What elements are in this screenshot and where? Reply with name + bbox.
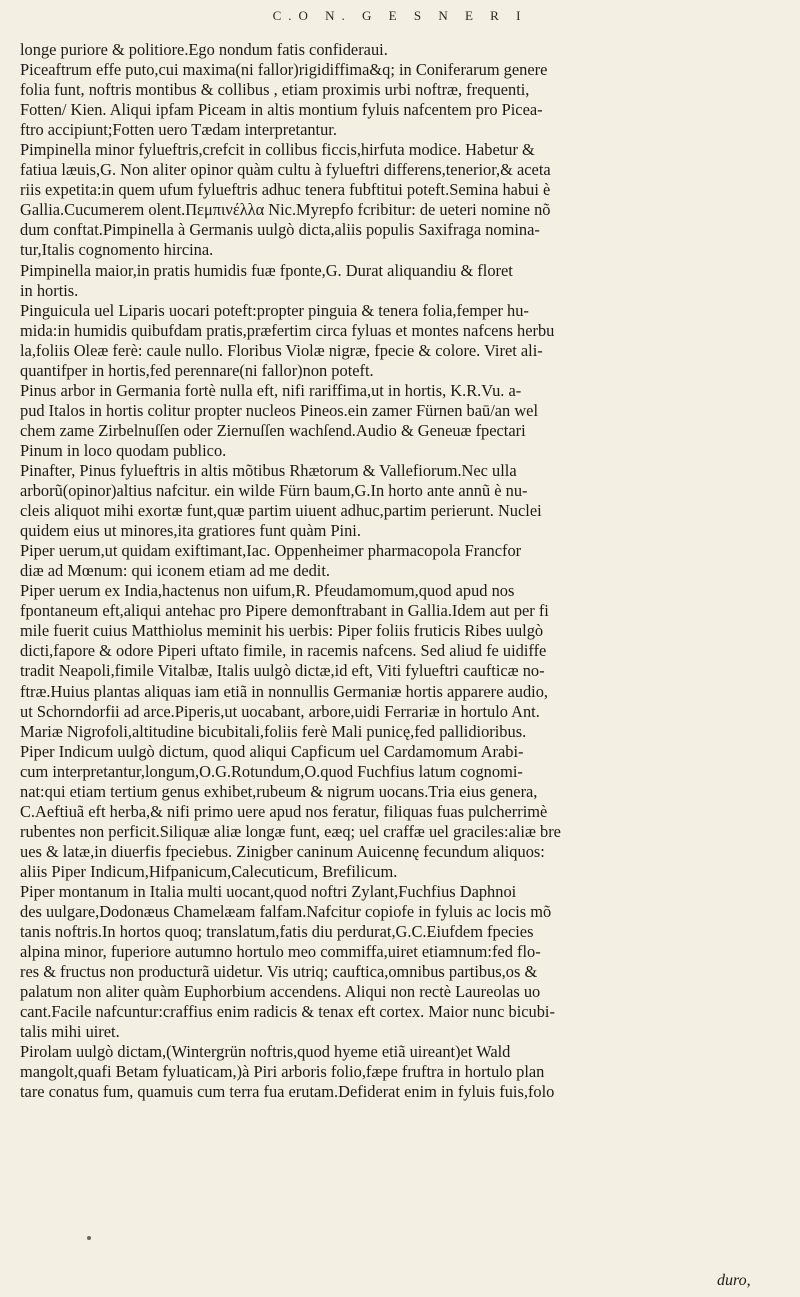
text-line: Pinafter, Pinus fylueftris in altis mõtibus Rhætorum & Vallefiorum.Nec ulla bbox=[20, 460, 517, 480]
text-line: ftro accipiunt;Fotten uero Tædam interpretantur. bbox=[20, 120, 337, 140]
text-line: Pimpinella maior,in pratis humidis fuæ fponte,G. Durat aliquandiu & floret bbox=[20, 260, 513, 280]
text-line: dum conftat.Pimpinella à Germanis uulgò dicta,aliis populis Saxifraga nomina- bbox=[20, 220, 540, 240]
text-line: riis expetita:in quem ufum fylueftris adhuc tenera fubftitui poteft.Semina habui è bbox=[20, 180, 551, 200]
text-line: Piper montanum in Italia multi uocant,quod noftri Zylant,Fuchfius Daphnoi bbox=[20, 881, 517, 901]
text-line: ftræ.Huius plantas aliquas iam etiã in nonnullis Germaniæ hortis apparere audio, bbox=[20, 681, 549, 701]
text-line: ut Schorndorfii ad arce.Piperis,ut uocabant, arbore,uidi Ferrariæ in hortulo Ant. bbox=[20, 701, 540, 721]
text-line: la,foliis Oleæ ferè: caule nullo. Floribus Violæ nigræ, fpecie & colore. Viret ali- bbox=[20, 340, 543, 360]
text-line: cleis aliquot mihi exortæ funt,quæ partim uiuent adhuc,partim perierunt. Nuclei bbox=[20, 501, 542, 521]
text-line: des uulgare,Dodonæus Chamelæam falfam.Nafcitur copiofe in fyluis ac locis mõ bbox=[20, 902, 552, 922]
text-line: rubentes non perficit.Siliquæ aliæ longæ funt, eæq; uel craffæ uel graciles:aliæ bre bbox=[20, 821, 561, 841]
text-line: longe puriore & politiore.Ego nondum fatis confideraui. bbox=[20, 40, 388, 59]
running-head: C.O N. G E S N E R I bbox=[272, 8, 528, 23]
text-line: ues & latæ,in diuerfis fpeciebus. Zinigber caninum Auicennę fecundum aliquos: bbox=[20, 841, 545, 861]
text-line: Pinum in loco quodam publico. bbox=[20, 440, 227, 460]
text-line: arborũ(opinor)altius nafcitur. ein wilde Fürn baum,G.In horto ante annũ è nu- bbox=[20, 481, 528, 501]
text-line: tur,Italis cognomento hircina. bbox=[20, 240, 214, 260]
text-line: C.Aeftiuã eft herba,& nifi primo uere apud nos feratur, filiquas fuas pulcherrimè bbox=[20, 801, 548, 821]
ink-speck bbox=[87, 1236, 91, 1240]
text-line: Piceaftrum effe puto,cui maxima(ni fallor)rigidiffima&q; in Coniferarum genere bbox=[20, 60, 548, 80]
text-line: Mariæ Nigrofoli,altitudine bicubitali,foliis ferè Mali punicę,fed pallidioribus. bbox=[20, 721, 527, 741]
text-line: Piper Indicum uulgò dictum, quod aliqui Capficum uel Cardamomum Arabi- bbox=[20, 741, 524, 761]
text-line: tanis noftris.In hortos quoq; translatum,fatis diu perdurat,G.C.Eiufdem fpecies bbox=[20, 922, 534, 942]
text-line: fatiua læuis,G. Non aliter opinor quàm cultu à fylueftri differens,tenerior,& aceta bbox=[20, 160, 551, 180]
text-line: quidem eius ut minores,ita gratiores funt quàm Pini. bbox=[20, 521, 361, 541]
text-line: Pimpinella minor fylueftris,crefcit in collibus ficcis,hirfuta modice. Habetur & bbox=[20, 140, 535, 160]
text-line: Piper uerum ex India,hactenus non uifum,R. Pfeudamomum,quod apud nos bbox=[20, 581, 515, 601]
text-line: tare conatus fum, quamuis cum terra fua erutam.Defiderat enim in fyluis fuis,folo bbox=[20, 1082, 555, 1102]
text-line: Gallia.Cucumerem olent.Πεμπινέλλα Nic.Myrepfo fcribitur: de ueteri nomine nõ bbox=[20, 200, 551, 220]
catchword: duro, bbox=[717, 1272, 751, 1289]
text-line: dicti,fapore & odore Piperi uftato fimile, in racemis nafcens. Sed aliud fe uidiffe bbox=[20, 641, 547, 661]
text-line: Piper uerum,ut quidam exiftimant,Iac. Oppenheimer pharmacopola Francfor bbox=[20, 541, 522, 561]
text-line: cant.Facile nafcuntur:craffius enim radicis & tenax eft cortex. Maior nunc bicubi- bbox=[20, 1002, 555, 1022]
text-line: alpina minor, fuperiore autumno hortulo meo commiffa,uiret etiamnum:fed flo- bbox=[20, 942, 541, 962]
text-line: cum interpretantur,longum,O.G.Rotundum,O.quod Fuchfius latum cognomi- bbox=[20, 761, 523, 781]
text-line: Pinguicula uel Liparis uocari poteft:propter pinguia & tenera folia,femper hu- bbox=[20, 300, 529, 320]
text-line: quantifper in hortis,fed perennare(ni fallor)non poteft. bbox=[20, 360, 374, 380]
text-line: folia funt, noftris montibus & collibus , etiam proximis urbi noftræ, frequenti, bbox=[20, 80, 530, 100]
text-line: diæ ad Mœnum: qui iconem etiam ad me dedit. bbox=[20, 561, 330, 581]
text-line: nat:qui etiam tertium genus exhibet,rubeum & nigrum uocans.Tria eius genera, bbox=[20, 781, 538, 801]
text-line: tradit Neapoli,fimile Vitalbæ, Italis uulgò dictæ,id eft, Viti fylueftri caufticæ no- bbox=[20, 661, 545, 681]
text-line: mile fuerit cuius Matthiolus meminit his uerbis: Piper foliis fruticis Ribes uulgò bbox=[20, 621, 544, 641]
text-line: Pirolam uulgò dictam,(Wintergrün noftris,quod hyeme etiã uireant)et Wald bbox=[20, 1042, 511, 1062]
body-text bbox=[20, 40, 770, 1102]
text-line: Fotten/ Kien. Aliqui ipfam Piceam in altis montium fyluis nafcentem pro Picea- bbox=[20, 100, 543, 120]
text-line: palatum non aliter quàm Euphorbium accendens. Aliqui non rectè Laureolas uo bbox=[20, 982, 541, 1002]
text-line: res & fructus non producturã uidetur. Vis utriq; cauftica,omnibus partibus,os & bbox=[20, 962, 538, 982]
text-line: talis mihi uiret. bbox=[20, 1022, 120, 1042]
text-line: aliis Piper Indicum,Hifpanicum,Calecuticum, Brefilicum. bbox=[20, 861, 398, 881]
text-line: fpontaneum eft,aliqui antehac pro Pipere demonftrabant in Gallia.Idem aut per fi bbox=[20, 601, 549, 621]
text-line: in hortis. bbox=[20, 280, 79, 300]
text-line: chem zame Zirbelnuſſen oder Ziernuſſen wachſend.Audio & Geneuæ fpectari bbox=[20, 420, 526, 440]
text-line: mida:in humidis quibufdam pratis,præfertim circa fyluas et montes nafcens herbu bbox=[20, 320, 555, 340]
text-line: Pinus arbor in Germania fortè nulla eft, nifi rariffima,ut in hortis, K.R.Vu. a- bbox=[20, 380, 522, 400]
text-line: pud Italos in hortis colitur propter nucleos Pineos.ein zamer Fürnen baū/an wel bbox=[20, 400, 539, 420]
text-line: mangolt,quafi Betam fyluaticam,)à Piri arboris folio,fæpe fruftra in hortulo plan bbox=[20, 1062, 545, 1082]
